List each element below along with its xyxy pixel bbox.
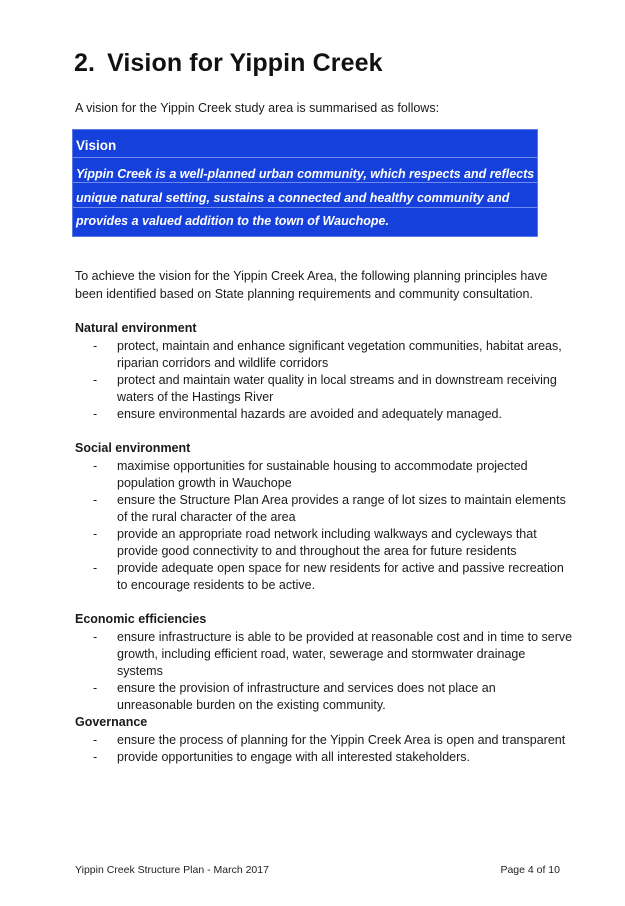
list-item <box>93 372 573 406</box>
vision-row-divider <box>73 207 537 208</box>
list-item <box>93 338 573 372</box>
bullet-dash: - <box>93 561 98 575</box>
list-item-text: provide an appropriate road network including walkways and cycleways that provide good connectivity to and throughout the area for future residents <box>117 527 537 558</box>
list-item <box>93 458 573 492</box>
list-item-text: ensure infrastructure is able to be provided at reasonable cost and in time to serve growth, including efficient road, water, sewerage and stormwater drainage systems <box>117 630 573 678</box>
vision-box <box>72 129 556 237</box>
list-item <box>93 560 573 594</box>
list-item <box>93 680 573 714</box>
list-item <box>93 526 573 560</box>
vision-row-divider <box>73 157 537 158</box>
list-item-text: ensure the provision of infrastructure and services does not place an unreasonable burden on the existing community. <box>117 681 496 712</box>
section-heading-social-environment: Social environment <box>75 441 191 455</box>
list-item-text: ensure the process of planning for the Yippin Creek Area is open and transparent <box>117 733 566 747</box>
list-item-text: ensure the Structure Plan Area provides a range of lot sizes to maintain elements of the rural character of the area <box>117 493 566 524</box>
list-item-text: protect and maintain water quality in local streams and in downstream receiving waters of the Hastings River <box>117 373 557 404</box>
list-item <box>93 732 573 749</box>
natural-environment-list <box>93 338 573 423</box>
list-item <box>93 629 573 680</box>
list-item <box>93 492 573 526</box>
footer-page-number: Page 4 of 10 <box>500 864 560 876</box>
section-heading-natural-environment: Natural environment <box>75 321 197 335</box>
list-item <box>93 406 573 423</box>
bullet-dash: - <box>93 733 98 747</box>
section-number: 2. <box>74 49 96 77</box>
bullet-dash: - <box>93 630 98 644</box>
section-heading-economic-efficiencies: Economic efficiencies <box>75 612 207 626</box>
vision-line: provides a valued addition to the town of Wauchope. <box>76 214 389 228</box>
list-item-text: maximise opportunities for sustainable housing to accommodate projected population growth in Wauchope <box>117 459 528 490</box>
vision-line: Yippin Creek is a well-planned urban community, which respects and reflects it’s <box>76 167 556 181</box>
intro-paragraph: A vision for the Yippin Creek study area is summarised as follows: <box>75 101 440 115</box>
bullet-dash: - <box>93 407 98 421</box>
bullet-dash: - <box>93 527 98 541</box>
social-environment-list <box>93 458 573 594</box>
bullet-dash: - <box>93 750 98 764</box>
page-title <box>74 49 383 78</box>
bullet-dash: - <box>93 493 98 507</box>
vision-line: unique natural setting, sustains a connected and healthy community and <box>76 191 510 205</box>
principles-intro: To achieve the vision for the Yippin Creek Area, the following planning principles have been identified based on State planning requirements and community consultation. <box>75 269 548 301</box>
list-item-text: ensure environmental hazards are avoided and adequately managed. <box>117 407 502 421</box>
list-item-text: provide opportunities to engage with all interested stakeholders. <box>117 750 470 764</box>
section-heading-governance: Governance <box>75 715 148 729</box>
footer-document-title: Yippin Creek Structure Plan - March 2017 <box>75 864 269 876</box>
bullet-dash: - <box>93 339 98 353</box>
vision-heading: Vision <box>76 138 117 153</box>
economic-efficiencies-list <box>93 629 573 714</box>
list-item <box>93 749 573 766</box>
list-item-text: protect, maintain and enhance significant vegetation communities, habitat areas, riparian corridors and wildlife corridors <box>117 339 562 370</box>
vision-row-divider <box>73 182 537 183</box>
bullet-dash: - <box>93 459 98 473</box>
bullet-dash: - <box>93 681 98 695</box>
section-title-text: Vision for Yippin Creek <box>107 49 383 77</box>
list-item-text: provide adequate open space for new residents for active and passive recreation to encourage residents to be active. <box>117 561 564 592</box>
bullet-dash: - <box>93 373 98 387</box>
governance-list <box>93 732 573 766</box>
